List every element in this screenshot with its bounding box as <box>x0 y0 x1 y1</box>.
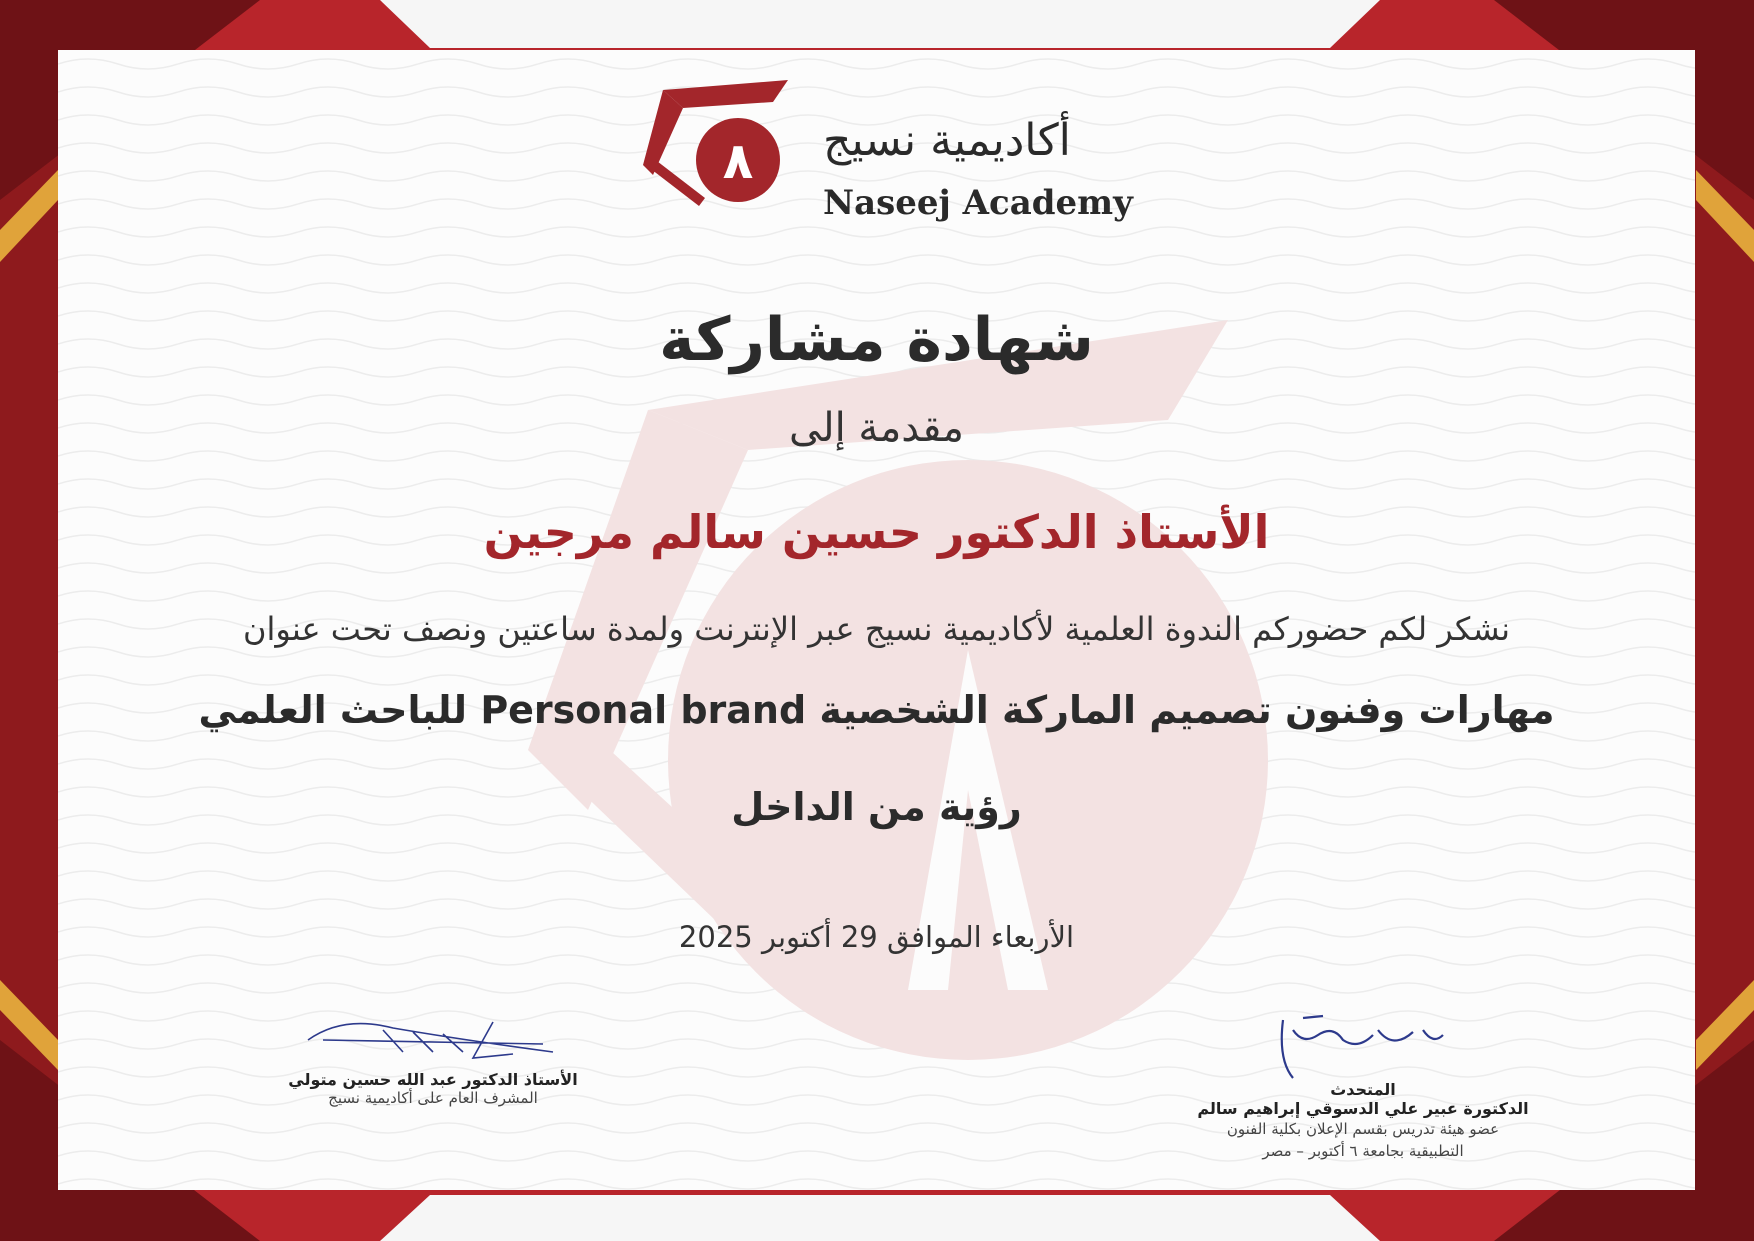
logo-arabic-text: أكاديمية نسيج <box>823 115 1071 166</box>
academy-logo <box>643 75 1163 235</box>
speaker-role-line1: عضو هيئة تدريس بقسم الإعلان بكلية الفنون <box>1226 1120 1500 1138</box>
thanks-line: نشكر لكم حضوركم الندوة العلمية لأكاديمية نسيج عبر الإنترنت ولمدة ساعتين ونصف تحت عنوان <box>242 610 1511 648</box>
seminar-date: الأربعاء الموافق 29 أكتوبر 2025 <box>678 920 1075 954</box>
signature-block-speaker <box>1158 1010 1568 1162</box>
certificate-card <box>58 50 1695 1190</box>
seminar-topic-line2: رؤية من الداخل <box>731 785 1022 829</box>
handwritten-signature <box>1263 1010 1463 1080</box>
emblem-numeral: ٨ <box>722 132 754 190</box>
speaker-label: المتحدث <box>1330 1080 1396 1099</box>
speaker-name: الدكتورة عبير علي الدسوقي إبراهيم سالم <box>1197 1099 1529 1118</box>
certificate-title: شهادة مشاركة <box>659 305 1094 375</box>
speaker-role-line2: التطبيقية بجامعة ٦ أكتوبر – مصر <box>1262 1142 1464 1160</box>
emblem-icon <box>643 80 793 220</box>
signature-block-supervisor <box>248 1010 618 1107</box>
recipient-name: الأستاذ الدكتور حسين سالم مرجين <box>483 505 1270 559</box>
handwritten-signature <box>303 1010 563 1070</box>
supervisor-role: المشرف العام على أكاديمية نسيج <box>328 1089 538 1107</box>
presented-to: مقدمة إلى <box>789 405 964 451</box>
logo-english-text: Naseej Academy <box>823 183 1133 223</box>
seminar-topic-line1: مهارات وفنون تصميم الماركة الشخصية Personal brand للباحث العلمي <box>198 688 1555 732</box>
supervisor-name: الأستاذ الدكتور عبد الله حسين متولي <box>288 1070 578 1089</box>
